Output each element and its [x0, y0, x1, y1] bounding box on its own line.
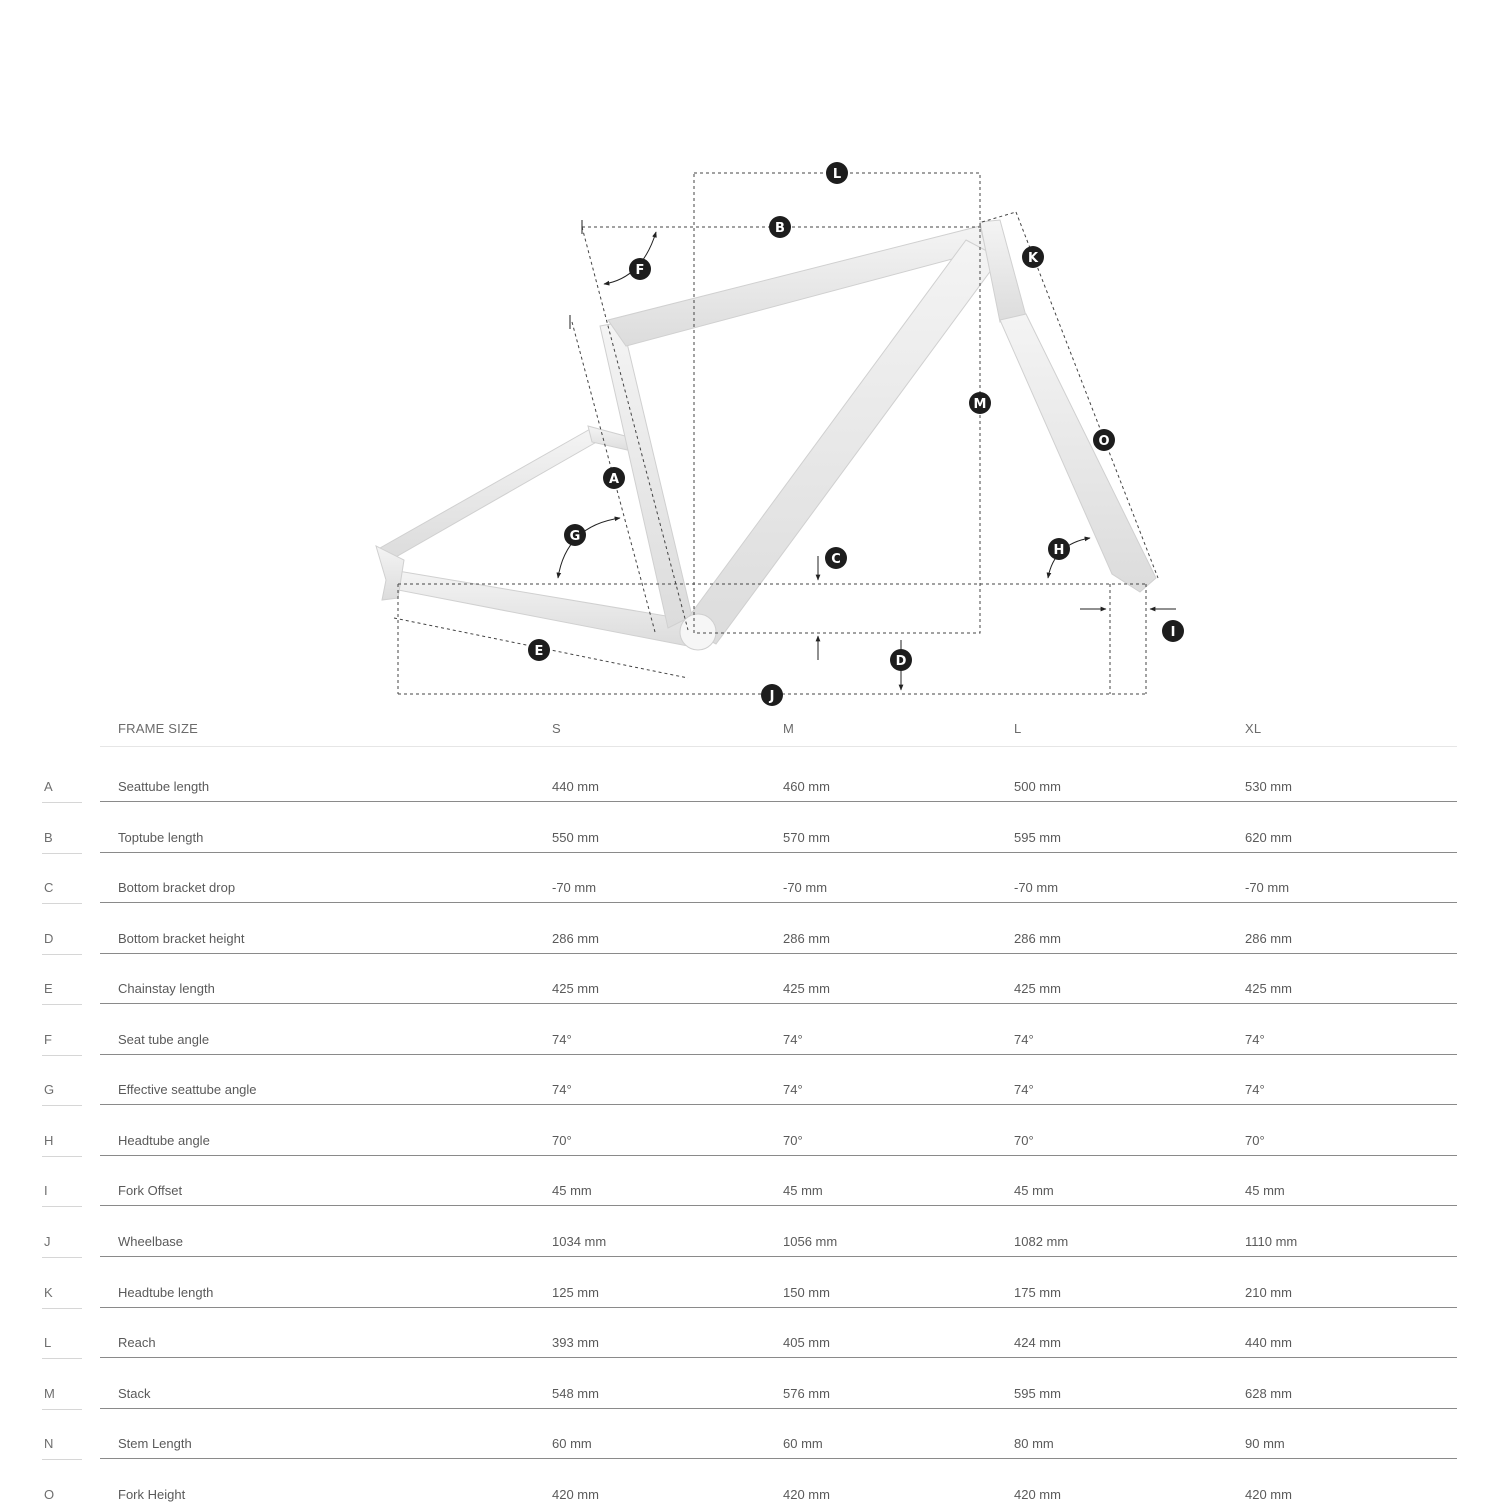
value-size-s: 125 mm [552, 1284, 599, 1300]
row-label: Stem Length [118, 1436, 192, 1452]
row-label: Seat tube angle [118, 1031, 210, 1047]
svg-text:M: M [973, 397, 987, 412]
value-size-l: 70° [1014, 1132, 1034, 1148]
bottom-bracket [680, 614, 716, 650]
value-size-xl: 620 mm [1245, 829, 1292, 845]
value-size-xl: 70° [1245, 1132, 1265, 1148]
size-header-xl: XL [1245, 721, 1262, 736]
row-label: Fork Height [118, 1486, 186, 1502]
key-divider [42, 853, 82, 854]
value-size-xl: 74° [1245, 1031, 1265, 1047]
value-size-l: 175 mm [1014, 1284, 1061, 1300]
row-label: Headtube length [118, 1284, 214, 1300]
value-size-l: 425 mm [1014, 981, 1061, 997]
bike-frame [376, 220, 1156, 646]
table-row [0, 906, 1503, 957]
marker-m [969, 392, 991, 414]
row-divider [100, 953, 1457, 954]
table-header-row [0, 712, 1503, 747]
row-divider [100, 1003, 1457, 1004]
key-divider [42, 1459, 82, 1460]
value-size-xl: 74° [1245, 1082, 1265, 1098]
table-row [0, 1411, 1503, 1462]
row-divider [100, 1458, 1457, 1459]
marker-a [603, 467, 625, 489]
value-size-l: 45 mm [1014, 1183, 1054, 1199]
key-divider [42, 802, 82, 803]
marker-o [1093, 429, 1115, 451]
value-size-s: 440 mm [552, 779, 599, 794]
value-size-xl: 425 mm [1245, 981, 1292, 997]
row-divider [100, 1408, 1457, 1409]
fork [1000, 314, 1156, 592]
key-divider [42, 1206, 82, 1207]
value-size-m: 60 mm [783, 1436, 823, 1452]
svg-text:B: B [775, 221, 785, 236]
value-size-m: 420 mm [783, 1486, 830, 1502]
row-divider [100, 852, 1457, 853]
value-size-l: 80 mm [1014, 1436, 1054, 1452]
row-label: Headtube angle [118, 1132, 210, 1148]
table-row [0, 805, 1503, 856]
value-size-s: 74° [552, 1082, 572, 1098]
value-size-l: 595 mm [1014, 1385, 1061, 1401]
row-divider [100, 1357, 1457, 1358]
key-divider [42, 1105, 82, 1106]
value-size-xl: -70 mm [1245, 880, 1290, 896]
row-key: L [44, 1335, 52, 1351]
value-size-xl: 440 mm [1245, 1335, 1292, 1351]
row-key: O [44, 1486, 55, 1502]
row-key: H [44, 1132, 54, 1148]
row-divider [100, 1307, 1457, 1308]
value-size-s: -70 mm [552, 880, 597, 896]
table-row [0, 1209, 1503, 1260]
table-row [0, 1361, 1503, 1412]
marker-b [769, 216, 791, 238]
svg-text:G: G [569, 529, 581, 544]
value-size-xl: 210 mm [1245, 1284, 1292, 1300]
value-size-m: 1056 mm [783, 1233, 838, 1249]
marker-j [761, 684, 783, 706]
value-size-m: 425 mm [783, 981, 830, 997]
size-header-s: S [552, 721, 561, 736]
key-divider [42, 1156, 82, 1157]
svg-text:K: K [1027, 251, 1039, 266]
value-size-s: 70° [552, 1132, 572, 1148]
value-size-l: 595 mm [1014, 829, 1061, 845]
key-divider [42, 1308, 82, 1309]
svg-text:D: D [895, 654, 907, 669]
key-divider [42, 954, 82, 955]
value-size-m: 576 mm [783, 1385, 830, 1401]
key-divider [42, 1004, 82, 1005]
value-size-l: -70 mm [1014, 880, 1059, 896]
value-size-xl: 1110 mm [1245, 1233, 1298, 1249]
value-size-l: 420 mm [1014, 1486, 1061, 1502]
table-row [0, 1462, 1503, 1512]
row-label: Fork Offset [118, 1183, 183, 1199]
value-size-m: 45 mm [783, 1183, 823, 1199]
frame-geometry-diagram [0, 0, 1503, 712]
value-size-s: 60 mm [552, 1436, 592, 1452]
value-size-m: 150 mm [783, 1284, 830, 1300]
value-size-s: 550 mm [552, 829, 599, 845]
table-row [0, 1260, 1503, 1311]
value-size-s: 393 mm [552, 1335, 599, 1351]
row-label: Toptube length [118, 829, 204, 845]
row-key: N [44, 1436, 54, 1452]
svg-text:I: I [1170, 625, 1176, 640]
row-key: K [44, 1284, 53, 1300]
row-divider [100, 1104, 1457, 1105]
value-size-s: 425 mm [552, 981, 599, 997]
key-divider [42, 1257, 82, 1258]
key-divider [42, 903, 82, 904]
svg-text:E: E [534, 644, 544, 659]
chain-stay [392, 570, 690, 646]
row-key: F [44, 1031, 52, 1047]
row-label: Stack [118, 1385, 151, 1401]
marker-k [1022, 246, 1044, 268]
value-size-m: 70° [783, 1132, 803, 1148]
dimension-lines [394, 173, 1158, 694]
arrow-g [558, 518, 620, 578]
row-label: Bottom bracket height [118, 930, 245, 946]
value-size-xl: 45 mm [1245, 1183, 1285, 1199]
svg-text:J: J [769, 689, 775, 704]
value-size-xl: 90 mm [1245, 1436, 1285, 1452]
table-row [0, 754, 1503, 805]
marker-d [890, 649, 912, 671]
row-key: I [44, 1183, 48, 1199]
row-divider [100, 801, 1457, 802]
table-row [0, 1158, 1503, 1209]
value-size-l: 74° [1014, 1031, 1034, 1047]
svg-text:L: L [832, 167, 842, 182]
value-size-l: 74° [1014, 1082, 1034, 1098]
value-size-l: 1082 mm [1014, 1233, 1069, 1249]
row-key: M [44, 1385, 55, 1401]
key-divider [42, 1409, 82, 1410]
svg-text:O: O [1098, 434, 1110, 449]
marker-f [629, 258, 651, 280]
row-divider [100, 1205, 1457, 1206]
value-size-l: 500 mm [1014, 779, 1061, 794]
frame-size-header: FRAME SIZE [118, 721, 199, 736]
row-label: Effective seattube angle [118, 1082, 257, 1098]
row-label: Bottom bracket drop [118, 880, 236, 896]
marker-g [564, 524, 586, 546]
row-key: D [44, 930, 54, 946]
table-row [0, 855, 1503, 906]
svg-text:F: F [635, 263, 645, 278]
value-size-l: 424 mm [1014, 1335, 1061, 1351]
table-row [0, 1007, 1503, 1058]
value-size-s: 74° [552, 1031, 572, 1047]
table-row [0, 1108, 1503, 1159]
value-size-s: 420 mm [552, 1486, 599, 1502]
svg-text:A: A [608, 472, 620, 487]
marker-e [528, 639, 550, 661]
row-key: B [44, 829, 53, 845]
row-key: G [44, 1082, 55, 1098]
row-key: J [44, 1233, 51, 1249]
value-size-m: -70 mm [783, 880, 828, 896]
value-size-m: 405 mm [783, 1335, 830, 1351]
value-size-m: 570 mm [783, 829, 830, 845]
svg-text:H: H [1053, 543, 1065, 558]
key-divider [42, 1358, 82, 1359]
value-size-m: 286 mm [783, 930, 830, 946]
value-size-m: 74° [783, 1031, 803, 1047]
marker-c [825, 547, 847, 569]
value-size-s: 45 mm [552, 1183, 592, 1199]
value-size-s: 1034 mm [552, 1233, 607, 1249]
value-size-s: 286 mm [552, 930, 599, 946]
value-size-s: 548 mm [552, 1385, 599, 1401]
size-header-l: L [1014, 721, 1022, 736]
table-row [0, 1310, 1503, 1361]
table-row [0, 1057, 1503, 1108]
key-divider [42, 1055, 82, 1056]
value-size-m: 460 mm [783, 779, 830, 794]
value-size-xl: 420 mm [1245, 1486, 1292, 1502]
value-size-xl: 530 mm [1245, 779, 1292, 794]
value-size-l: 286 mm [1014, 930, 1061, 946]
row-label: Chainstay length [118, 981, 215, 997]
header-divider [100, 746, 1457, 747]
marker-l [826, 162, 848, 184]
row-divider [100, 1256, 1457, 1257]
value-size-m: 74° [783, 1082, 803, 1098]
row-key: C [44, 880, 54, 896]
marker-h [1048, 538, 1070, 560]
svg-text:C: C [831, 552, 841, 567]
value-size-xl: 628 mm [1245, 1385, 1292, 1401]
row-key: A [44, 779, 53, 794]
row-label: Reach [118, 1335, 156, 1351]
size-header-m: M [783, 721, 795, 736]
row-label: Wheelbase [118, 1233, 184, 1249]
row-label: Seattube length [118, 779, 210, 794]
row-key: E [44, 981, 53, 997]
row-divider [100, 1155, 1457, 1156]
value-size-xl: 286 mm [1245, 930, 1292, 946]
table-row [0, 956, 1503, 1007]
marker-i [1162, 620, 1184, 642]
row-divider [100, 1054, 1457, 1055]
row-divider [100, 902, 1457, 903]
